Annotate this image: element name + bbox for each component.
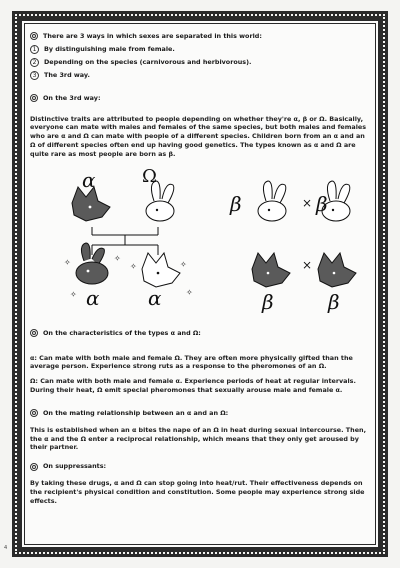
- mating-body: This is established when an α bites the nape of an Ω in heat during sexual intercourse. Then, the α and the Ω enter a reciprocal relationship, which means that they only get aroused by their partner.: [30, 425, 367, 452]
- omega-description: Ω: Can mate with both male and female α. Experience periods of heat at regular intervals. During their heat, Ω emit special pheromones that sexually arouse male and female α.: [30, 377, 356, 395]
- intro-heading: There are 3 ways in which sexes are separated in this world:: [30, 32, 370, 41]
- double-circle-bullet-icon: [30, 329, 38, 337]
- species-illustration: [30, 165, 370, 315]
- circled-number-3: 3: [30, 71, 39, 80]
- beta-label-2: β: [316, 191, 328, 216]
- types-heading: On the characteristics of the types α and Ω:: [30, 329, 370, 338]
- beta-label-1: β: [230, 191, 242, 216]
- alpha-description: α: Can mate with both male and female Ω. They are often more physically gifted than the average person. Experience strong ruts as a response to the pheromones of an Ω.: [30, 353, 353, 371]
- suppressants-body: By taking these drugs, α and Ω can stop going into heat/rut. Their effectiveness depends on the recipient's physical condition and constitution. Some people may experience strong side effects.: [30, 479, 365, 505]
- alpha-label-child-2: α: [148, 285, 162, 310]
- intro-item-1: 1 By distinguishing male from female.: [30, 45, 370, 54]
- beta-wolf-right-icon: [318, 253, 356, 287]
- alpha-wolf-child-icon: [142, 253, 180, 287]
- page-number: 4: [4, 545, 8, 551]
- illustration-svg: [30, 165, 370, 315]
- sparkle-icon: ✧: [70, 289, 77, 299]
- double-circle-bullet-icon: [30, 32, 38, 40]
- third-way-body: Distinctive traits are attributed to people depending on whether they're α, β or Ω. Basically, everyone can mate with males and females of the same species, but both males and females who are α and Ω can mate with people of a different species. Children born from an α and an Ω of different species often end up having good genetics. The types known as α and Ω are quite rare as most people are born as β.: [30, 114, 367, 158]
- beta-rabbit-left-icon: [258, 181, 286, 221]
- beta-label-3: β: [262, 289, 274, 314]
- page-content: [30, 32, 370, 512]
- sparkle-icon: ✧: [180, 259, 187, 269]
- double-circle-bullet-icon: [30, 463, 38, 471]
- double-circle-bullet-icon: [30, 409, 38, 417]
- circled-number-1: 1: [30, 45, 39, 54]
- sparkle-icon: ✧: [130, 261, 137, 271]
- sparkle-icon: ✧: [186, 287, 193, 297]
- alpha-label: α: [82, 167, 96, 192]
- alpha-label-child-1: α: [86, 285, 100, 310]
- intro-item-2: 2 Depending on the species (carnivorous and herbivorous).: [30, 58, 370, 67]
- double-circle-bullet-icon: [30, 94, 38, 102]
- intro-item-3: 3 The 3rd way.: [30, 71, 370, 80]
- sparkle-icon: ✧: [64, 257, 71, 267]
- cross-symbol-2: ×: [302, 257, 313, 272]
- beta-wolf-left-icon: [252, 253, 290, 287]
- suppressants-heading: On suppressants:: [30, 462, 370, 471]
- mating-heading: On the mating relationship between an α and an Ω:: [30, 409, 370, 418]
- omega-label: Ω: [142, 165, 157, 187]
- cross-symbol-1: ×: [302, 195, 313, 210]
- sparkle-icon: ✧: [114, 253, 121, 263]
- circled-number-2: 2: [30, 58, 39, 67]
- beta-label-4: β: [328, 289, 340, 314]
- third-way-heading: On the 3rd way:: [30, 94, 370, 103]
